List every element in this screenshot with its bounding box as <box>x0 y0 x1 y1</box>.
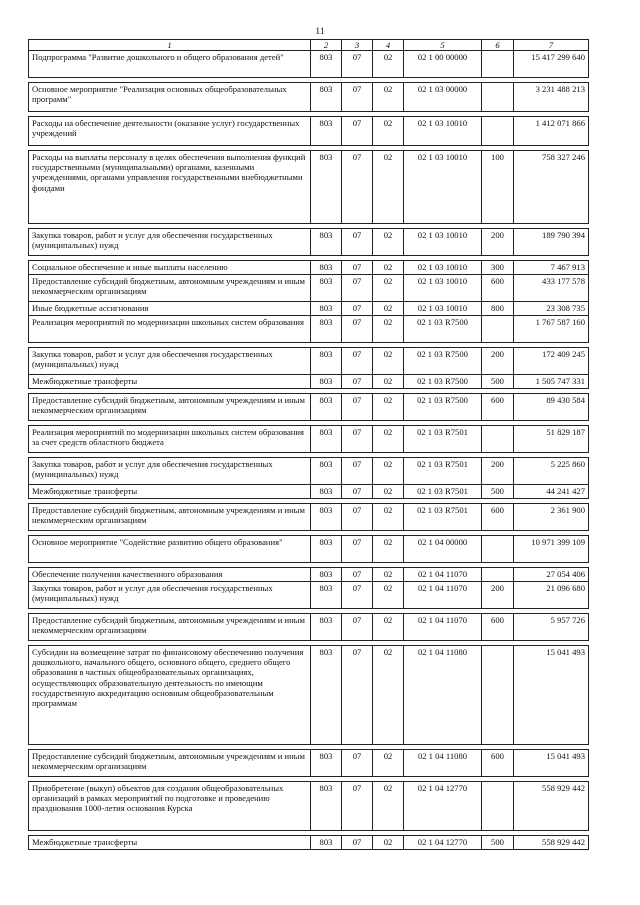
row-amount: 15 041 493 <box>514 646 589 745</box>
row-gr: 803 <box>311 302 342 316</box>
table-row <box>29 458 589 485</box>
row-gr: 803 <box>311 568 342 582</box>
table-row <box>29 568 589 582</box>
column-header: 3 <box>342 40 373 51</box>
column-header: 2 <box>311 40 342 51</box>
row-pr: 02 <box>373 348 404 375</box>
row-rz: 07 <box>342 458 373 485</box>
row-csr: 02 1 03 10010 <box>404 229 482 256</box>
row-name: Иные бюджетные ассигнования <box>29 302 311 316</box>
row-pr: 02 <box>373 750 404 777</box>
row-pr: 02 <box>373 117 404 146</box>
row-amount: 558 929 442 <box>514 782 589 831</box>
row-rz: 07 <box>342 536 373 563</box>
row-pr: 02 <box>373 275 404 302</box>
column-header: 4 <box>373 40 404 51</box>
table-row <box>29 582 589 609</box>
row-name: Реализация мероприятий по модернизации школьных систем образования за счет средств областного бюджета <box>29 426 311 453</box>
row-csr: 02 1 03 R7500 <box>404 316 482 343</box>
row-gr: 803 <box>311 504 342 531</box>
row-amount: 433 177 578 <box>514 275 589 302</box>
row-pr: 02 <box>373 485 404 499</box>
table-row <box>29 485 589 499</box>
row-name: Закупка товаров, работ и услуг для обеспечения государственных (муниципальных) нужд <box>29 348 311 375</box>
row-vr: 800 <box>482 302 514 316</box>
row-pr: 02 <box>373 261 404 275</box>
row-amount: 2 361 900 <box>514 504 589 531</box>
row-amount: 3 231 488 213 <box>514 83 589 112</box>
row-rz: 07 <box>342 261 373 275</box>
table-row <box>29 229 589 256</box>
row-rz: 07 <box>342 51 373 78</box>
row-gr: 803 <box>311 375 342 389</box>
row-gr: 803 <box>311 536 342 563</box>
table-row <box>29 348 589 375</box>
row-pr: 02 <box>373 614 404 641</box>
row-name: Закупка товаров, работ и услуг для обеспечения государственных (муниципальных) нужд <box>29 582 311 609</box>
table-row <box>29 83 589 112</box>
row-csr: 02 1 03 R7501 <box>404 504 482 531</box>
row-vr <box>482 426 514 453</box>
row-amount: 758 327 246 <box>514 151 589 224</box>
row-rz: 07 <box>342 836 373 850</box>
row-name: Приобретение (выкуп) объектов для создания общеобразовательных организаций в рамках мероприятий по подготовке и проведению празднования 1000-летия основания Курска <box>29 782 311 831</box>
row-vr <box>482 51 514 78</box>
row-name: Предоставление субсидий бюджетным, автономным учреждениям и иным некоммерческим организациям <box>29 394 311 421</box>
row-csr: 02 1 03 10010 <box>404 151 482 224</box>
row-rz: 07 <box>342 646 373 745</box>
row-gr: 803 <box>311 316 342 343</box>
column-header: 6 <box>482 40 514 51</box>
row-rz: 07 <box>342 302 373 316</box>
row-pr: 02 <box>373 568 404 582</box>
row-gr: 803 <box>311 426 342 453</box>
row-rz: 07 <box>342 275 373 302</box>
row-rz: 07 <box>342 426 373 453</box>
row-amount: 51 829 187 <box>514 426 589 453</box>
table-header-row <box>29 40 589 51</box>
row-amount: 89 430 584 <box>514 394 589 421</box>
row-name: Предоставление субсидий бюджетным, автономным учреждениям и иным некоммерческим организациям <box>29 504 311 531</box>
row-rz: 07 <box>342 568 373 582</box>
table-row <box>29 117 589 146</box>
row-gr: 803 <box>311 151 342 224</box>
row-vr: 500 <box>482 836 514 850</box>
row-rz: 07 <box>342 151 373 224</box>
row-pr: 02 <box>373 394 404 421</box>
row-pr: 02 <box>373 302 404 316</box>
row-name: Предоставление субсидий бюджетным, автономным учреждениям и иным некоммерческим организациям <box>29 275 311 302</box>
row-amount: 7 467 913 <box>514 261 589 275</box>
row-amount: 558 929 442 <box>514 836 589 850</box>
table-row <box>29 375 589 389</box>
row-pr: 02 <box>373 151 404 224</box>
row-rz: 07 <box>342 375 373 389</box>
row-vr: 200 <box>482 348 514 375</box>
row-rz: 07 <box>342 614 373 641</box>
table-row <box>29 750 589 777</box>
row-name: Субсидии на возмещение затрат по финансовому обеспечению получения дошкольного, начального общего, основного общего, среднего общего образования в частных общеобразовательных организациях, осуществляющих образовательную деятельность по имеющим государственную аккредитацию основным общеобразовательным программам <box>29 646 311 745</box>
row-name: Предоставление субсидий бюджетным, автономным учреждениям и иным некоммерческим организациям <box>29 614 311 641</box>
row-vr: 500 <box>482 375 514 389</box>
row-name: Закупка товаров, работ и услуг для обеспечения государственных (муниципальных) нужд <box>29 458 311 485</box>
table-row <box>29 261 589 275</box>
row-gr: 803 <box>311 458 342 485</box>
row-vr: 600 <box>482 394 514 421</box>
row-amount: 21 096 680 <box>514 582 589 609</box>
row-gr: 803 <box>311 275 342 302</box>
row-pr: 02 <box>373 229 404 256</box>
column-header: 7 <box>514 40 589 51</box>
row-csr: 02 1 03 R7501 <box>404 426 482 453</box>
row-csr: 02 1 04 11080 <box>404 750 482 777</box>
row-vr: 100 <box>482 151 514 224</box>
row-pr: 02 <box>373 536 404 563</box>
table-row <box>29 426 589 453</box>
column-header: 5 <box>404 40 482 51</box>
row-pr: 02 <box>373 375 404 389</box>
row-rz: 07 <box>342 582 373 609</box>
row-rz: 07 <box>342 750 373 777</box>
row-name: Закупка товаров, работ и услуг для обеспечения государственных (муниципальных) нужд <box>29 229 311 256</box>
row-amount: 15 417 299 640 <box>514 51 589 78</box>
row-gr: 803 <box>311 582 342 609</box>
row-csr: 02 1 04 11070 <box>404 614 482 641</box>
row-vr <box>482 646 514 745</box>
page-number: 11 <box>315 27 325 37</box>
table-row <box>29 394 589 421</box>
row-name: Межбюджетные трансферты <box>29 485 311 499</box>
row-csr: 02 1 04 11070 <box>404 582 482 609</box>
row-gr: 803 <box>311 261 342 275</box>
row-name: Расходы на выплаты персоналу в целях обеспечения выполнения функций государственными (муниципальными) органами, казенными учреждениями, органами управления государственными внебюджетными фондами <box>29 151 311 224</box>
table-row <box>29 782 589 831</box>
row-vr: 600 <box>482 275 514 302</box>
row-amount: 1 412 071 866 <box>514 117 589 146</box>
row-amount: 5 225 860 <box>514 458 589 485</box>
row-name: Обеспечение получения качественного образования <box>29 568 311 582</box>
row-amount: 15 041 493 <box>514 750 589 777</box>
row-rz: 07 <box>342 229 373 256</box>
row-gr: 803 <box>311 782 342 831</box>
row-pr: 02 <box>373 504 404 531</box>
row-gr: 803 <box>311 750 342 777</box>
row-csr: 02 1 03 10010 <box>404 302 482 316</box>
table-row <box>29 614 589 641</box>
row-csr: 02 1 04 11070 <box>404 568 482 582</box>
row-pr: 02 <box>373 426 404 453</box>
row-pr: 02 <box>373 836 404 850</box>
column-header: 1 <box>29 40 311 51</box>
row-amount: 44 241 427 <box>514 485 589 499</box>
row-gr: 803 <box>311 836 342 850</box>
row-amount: 5 957 726 <box>514 614 589 641</box>
row-gr: 803 <box>311 614 342 641</box>
row-pr: 02 <box>373 582 404 609</box>
table-row <box>29 151 589 224</box>
row-rz: 07 <box>342 485 373 499</box>
row-gr: 803 <box>311 394 342 421</box>
table-row <box>29 51 589 78</box>
row-vr: 200 <box>482 458 514 485</box>
row-vr: 200 <box>482 229 514 256</box>
row-rz: 07 <box>342 83 373 112</box>
row-pr: 02 <box>373 51 404 78</box>
row-rz: 07 <box>342 348 373 375</box>
row-name: Основное мероприятие "Реализация основных общеобразовательных программ" <box>29 83 311 112</box>
row-amount: 1 505 747 331 <box>514 375 589 389</box>
row-name: Основное мероприятие "Содействие развитию общего образования" <box>29 536 311 563</box>
row-name: Межбюджетные трансферты <box>29 836 311 850</box>
table-row <box>29 836 589 850</box>
row-vr <box>482 316 514 343</box>
row-pr: 02 <box>373 316 404 343</box>
row-amount: 172 409 245 <box>514 348 589 375</box>
row-vr: 500 <box>482 485 514 499</box>
row-amount: 23 308 735 <box>514 302 589 316</box>
row-name: Социальное обеспечение и иные выплаты населению <box>29 261 311 275</box>
row-name: Реализация мероприятий по модернизации школьных систем образования <box>29 316 311 343</box>
row-rz: 07 <box>342 394 373 421</box>
row-csr: 02 1 03 R7500 <box>404 348 482 375</box>
row-gr: 803 <box>311 51 342 78</box>
table-row <box>29 646 589 745</box>
row-vr <box>482 782 514 831</box>
row-csr: 02 1 03 10010 <box>404 261 482 275</box>
row-amount: 189 790 394 <box>514 229 589 256</box>
table-row <box>29 504 589 531</box>
row-amount: 1 767 587 160 <box>514 316 589 343</box>
row-csr: 02 1 03 R7501 <box>404 458 482 485</box>
row-name: Подпрограмма "Развитие дошкольного и общего образования детей" <box>29 51 311 78</box>
row-pr: 02 <box>373 782 404 831</box>
row-name: Расходы на обеспечение деятельности (оказание услуг) государственных учреждений <box>29 117 311 146</box>
row-gr: 803 <box>311 348 342 375</box>
row-vr <box>482 117 514 146</box>
row-vr: 600 <box>482 614 514 641</box>
row-rz: 07 <box>342 782 373 831</box>
budget-table <box>28 39 589 850</box>
row-csr: 02 1 03 10010 <box>404 275 482 302</box>
row-csr: 02 1 04 11080 <box>404 646 482 745</box>
row-vr: 300 <box>482 261 514 275</box>
row-csr: 02 1 04 00000 <box>404 536 482 563</box>
row-csr: 02 1 04 12770 <box>404 782 482 831</box>
row-pr: 02 <box>373 83 404 112</box>
row-amount: 27 054 406 <box>514 568 589 582</box>
row-csr: 02 1 03 R7500 <box>404 375 482 389</box>
row-pr: 02 <box>373 458 404 485</box>
row-csr: 02 1 03 R7501 <box>404 485 482 499</box>
row-csr: 02 1 03 00000 <box>404 83 482 112</box>
row-csr: 02 1 04 12770 <box>404 836 482 850</box>
row-gr: 803 <box>311 117 342 146</box>
row-rz: 07 <box>342 316 373 343</box>
row-csr: 02 1 00 00000 <box>404 51 482 78</box>
row-rz: 07 <box>342 117 373 146</box>
row-name: Предоставление субсидий бюджетным, автономным учреждениям и иным некоммерческим организациям <box>29 750 311 777</box>
row-name: Межбюджетные трансферты <box>29 375 311 389</box>
row-vr <box>482 83 514 112</box>
table-row <box>29 275 589 302</box>
row-vr <box>482 568 514 582</box>
row-gr: 803 <box>311 229 342 256</box>
row-gr: 803 <box>311 646 342 745</box>
row-vr: 600 <box>482 750 514 777</box>
table-row <box>29 316 589 343</box>
row-rz: 07 <box>342 504 373 531</box>
row-pr: 02 <box>373 646 404 745</box>
row-vr: 600 <box>482 504 514 531</box>
row-gr: 803 <box>311 83 342 112</box>
table-row <box>29 536 589 563</box>
row-csr: 02 1 03 R7500 <box>404 394 482 421</box>
row-csr: 02 1 03 10010 <box>404 117 482 146</box>
row-vr: 200 <box>482 582 514 609</box>
table-row <box>29 302 589 316</box>
row-vr <box>482 536 514 563</box>
row-gr: 803 <box>311 485 342 499</box>
row-amount: 10 971 399 109 <box>514 536 589 563</box>
